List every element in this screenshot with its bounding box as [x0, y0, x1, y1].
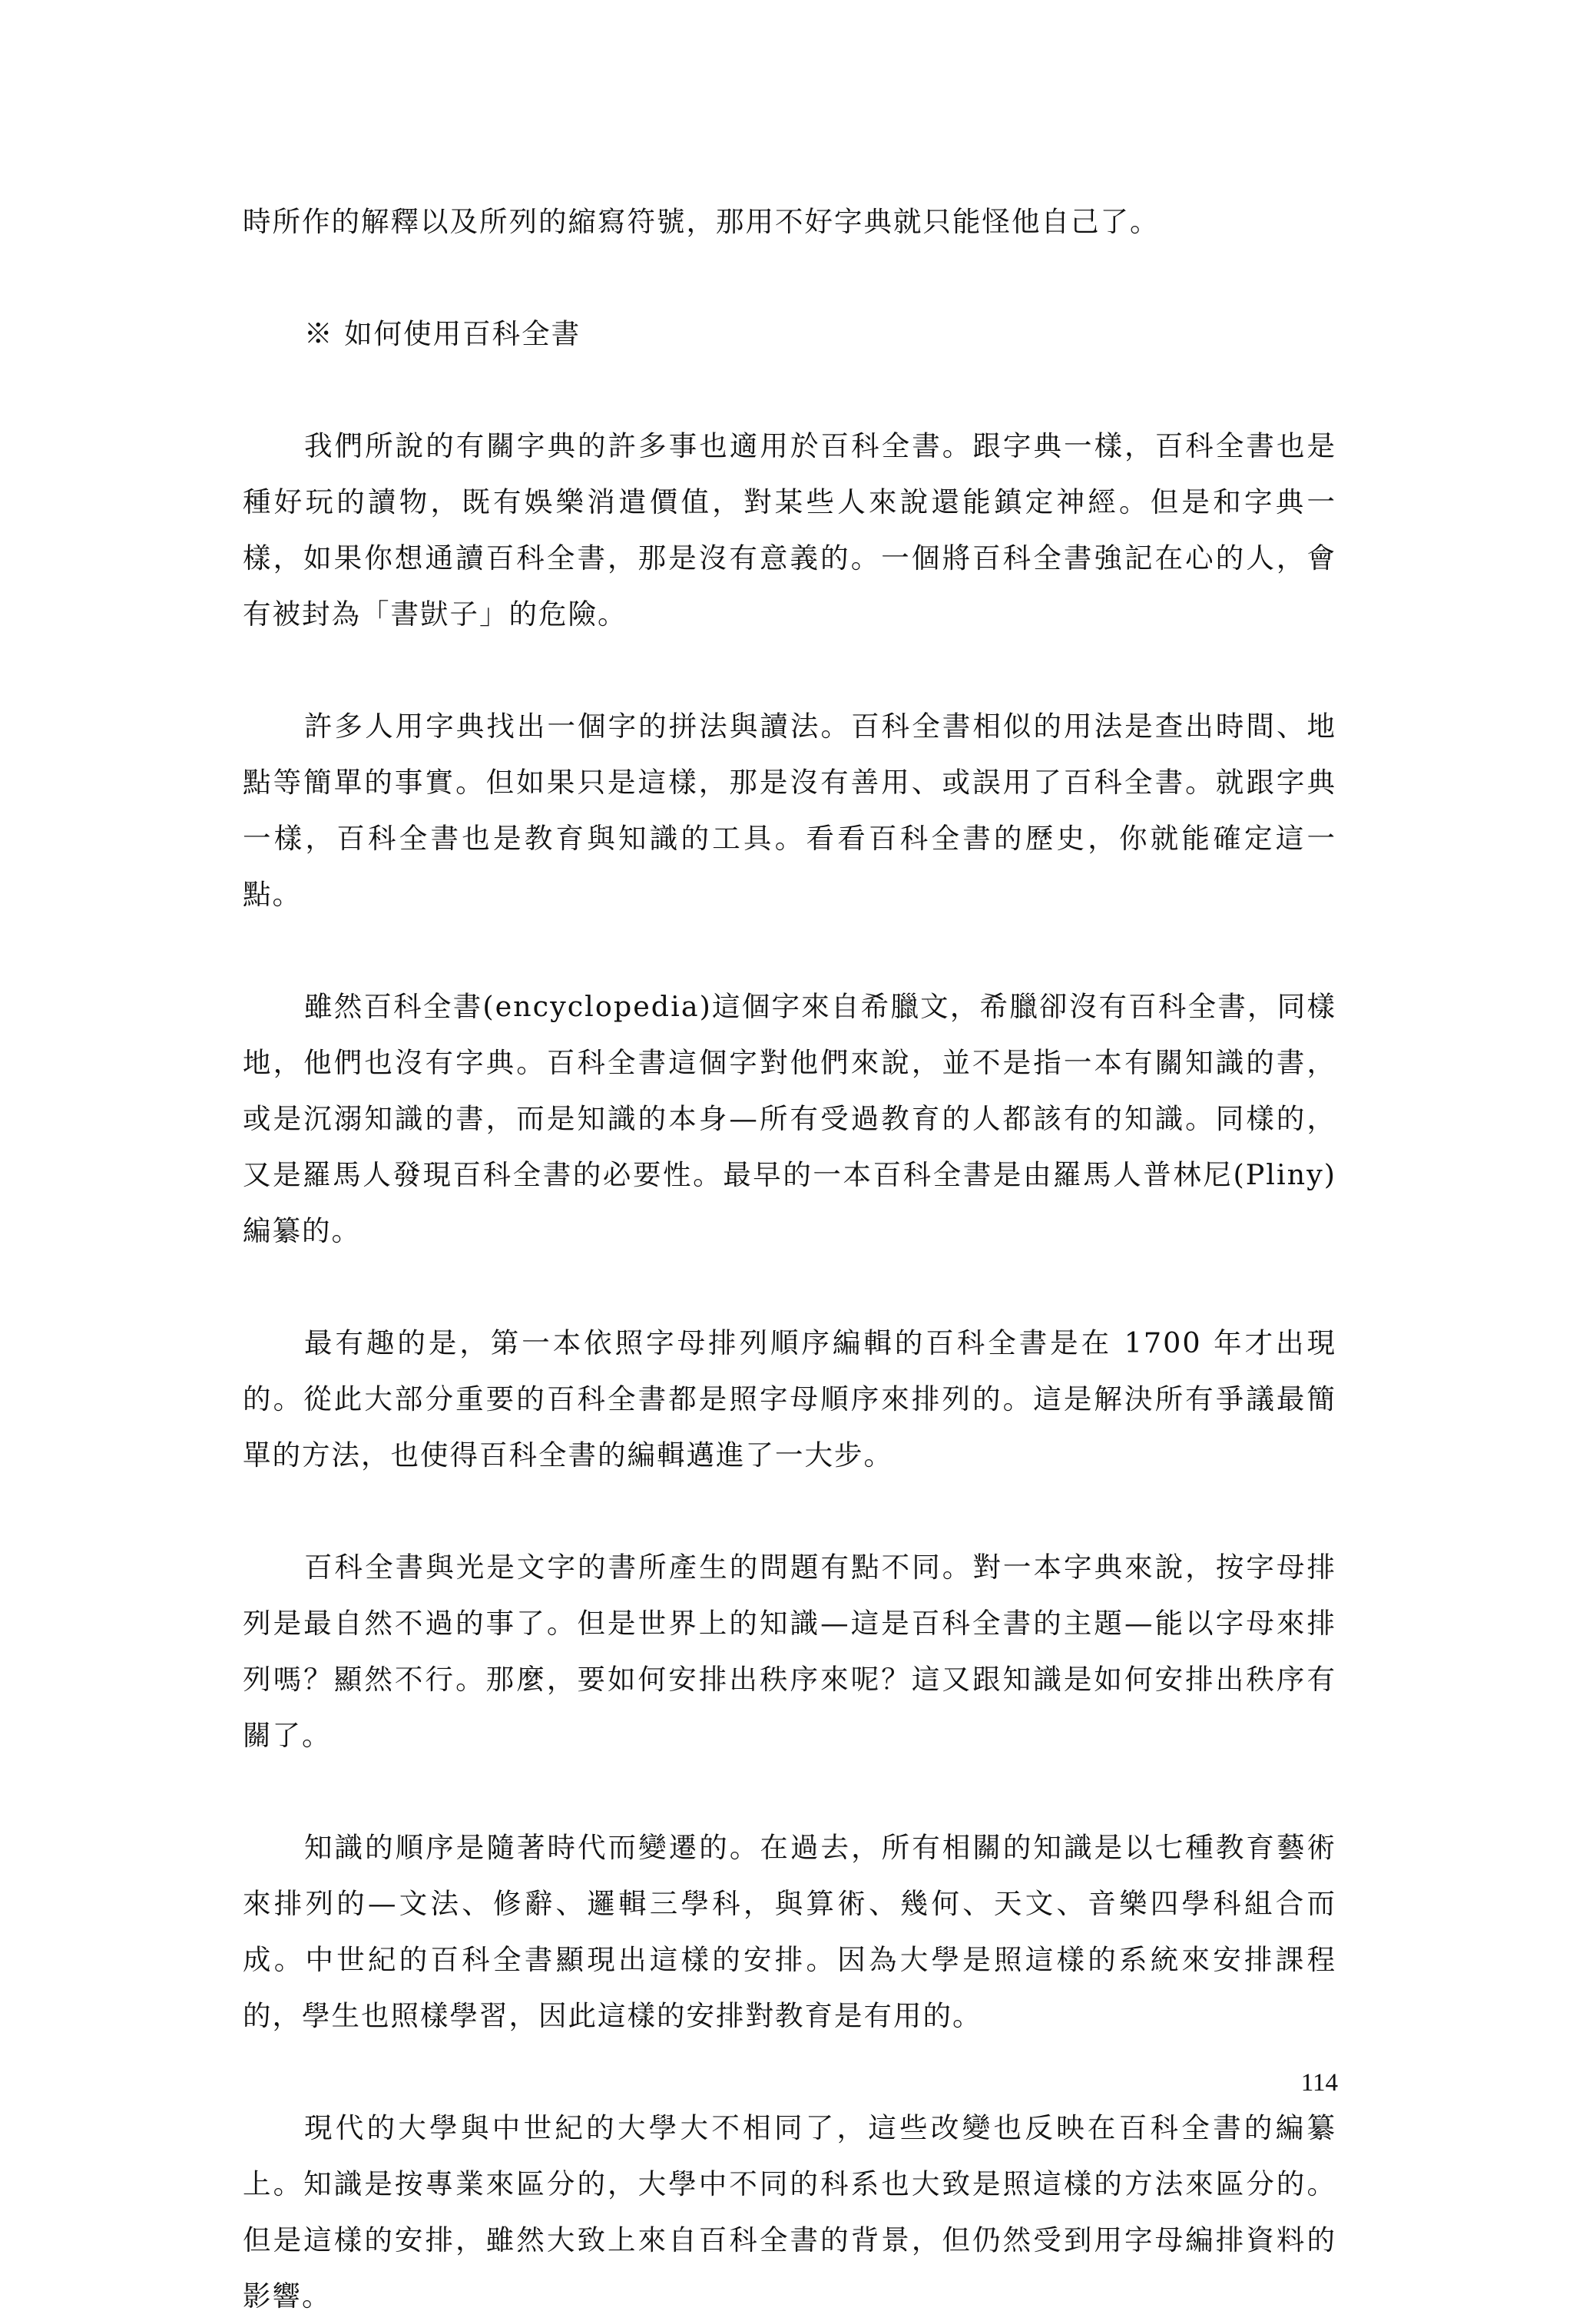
body-paragraph: 最有趣的是，第一本依照字母排列順序編輯的百科全書是在 1700 年才出現的。從此大部分重要的百科全書都是照字母順序來排列的。這是解決所有爭議最簡單的方法，也使得百科全書的編輯邁進了一大步。 [243, 1326, 1337, 1472]
page-number: 114 [1300, 2069, 1338, 2097]
page-body [243, 194, 1336, 2324]
body-paragraph: 現代的大學與中世紀的大學大不相同了，這些改變也反映在百科全書的編纂上。知識是按專業來區分的，大學中不同的科系也大致是照這樣的方法來區分的。但是這樣的安排，雖然大致上來自百科全書的背景，但仍然受到用字母編排資料的影響。 [243, 2111, 1336, 2312]
continuation-paragraph: 時所作的解釋以及所列的縮寫符號，那用不好字典就只能怪他自己了。 [243, 205, 1160, 238]
body-paragraph: 雖然百科全書(encyclopedia)這個字來自希臘文，希臘卻沒有百科全書，同樣地，他們也沒有字典。百科全書這個字對他們來說，並不是指一本有關知識的書，或是沉溺知識的書，而是知識的本身—所有受過教育的人都該有的知識。同樣的，又是羅馬人發現百科全書的必要性。最早的一本百科全書是由羅馬人普林尼(Pliny)編纂的。 [243, 990, 1336, 1247]
body-paragraph: 許多人用字典找出一個字的拼法與讀法。百科全書相似的用法是查出時間、地點等簡單的事實。但如果只是這樣，那是沒有善用、或誤用了百科全書。就跟字典一樣，百科全書也是教育與知識的工具。看看百科全書的歷史，你就能確定這一點。 [243, 710, 1336, 911]
body-paragraph: 百科全書與光是文字的書所產生的問題有點不同。對一本字典來說，按字母排列是最自然不過的事了。但是世界上的知識—這是百科全書的主題—能以字母來排列嗎？顯然不行。那麼，要如何安排出秩序來呢？這又跟知識是如何安排出秩序有關了。 [243, 1551, 1336, 1752]
body-paragraph: 知識的順序是隨著時代而變遷的。在過去，所有相關的知識是以七種教育藝術來排列的—文法、修辭、邏輯三學科，與算術、幾何、天文、音樂四學科組合而成。中世紀的百科全書顯現出這樣的安排。因為大學是照這樣的系統來安排課程的，學生也照樣學習，因此這樣的安排對教育是有用的。 [243, 1831, 1336, 2032]
section-heading: ※ 如何使用百科全書 [304, 317, 581, 350]
body-paragraph: 我們所說的有關字典的許多事也適用於百科全書。跟字典一樣，百科全書也是種好玩的讀物，既有娛樂消遣價值，對某些人來說還能鎮定神經。但是和字典一樣，如果你想通讀百科全書，那是沒有意義的。一個將百科全書強記在心的人，會有被封為「書獃子」的危險。 [243, 429, 1336, 631]
